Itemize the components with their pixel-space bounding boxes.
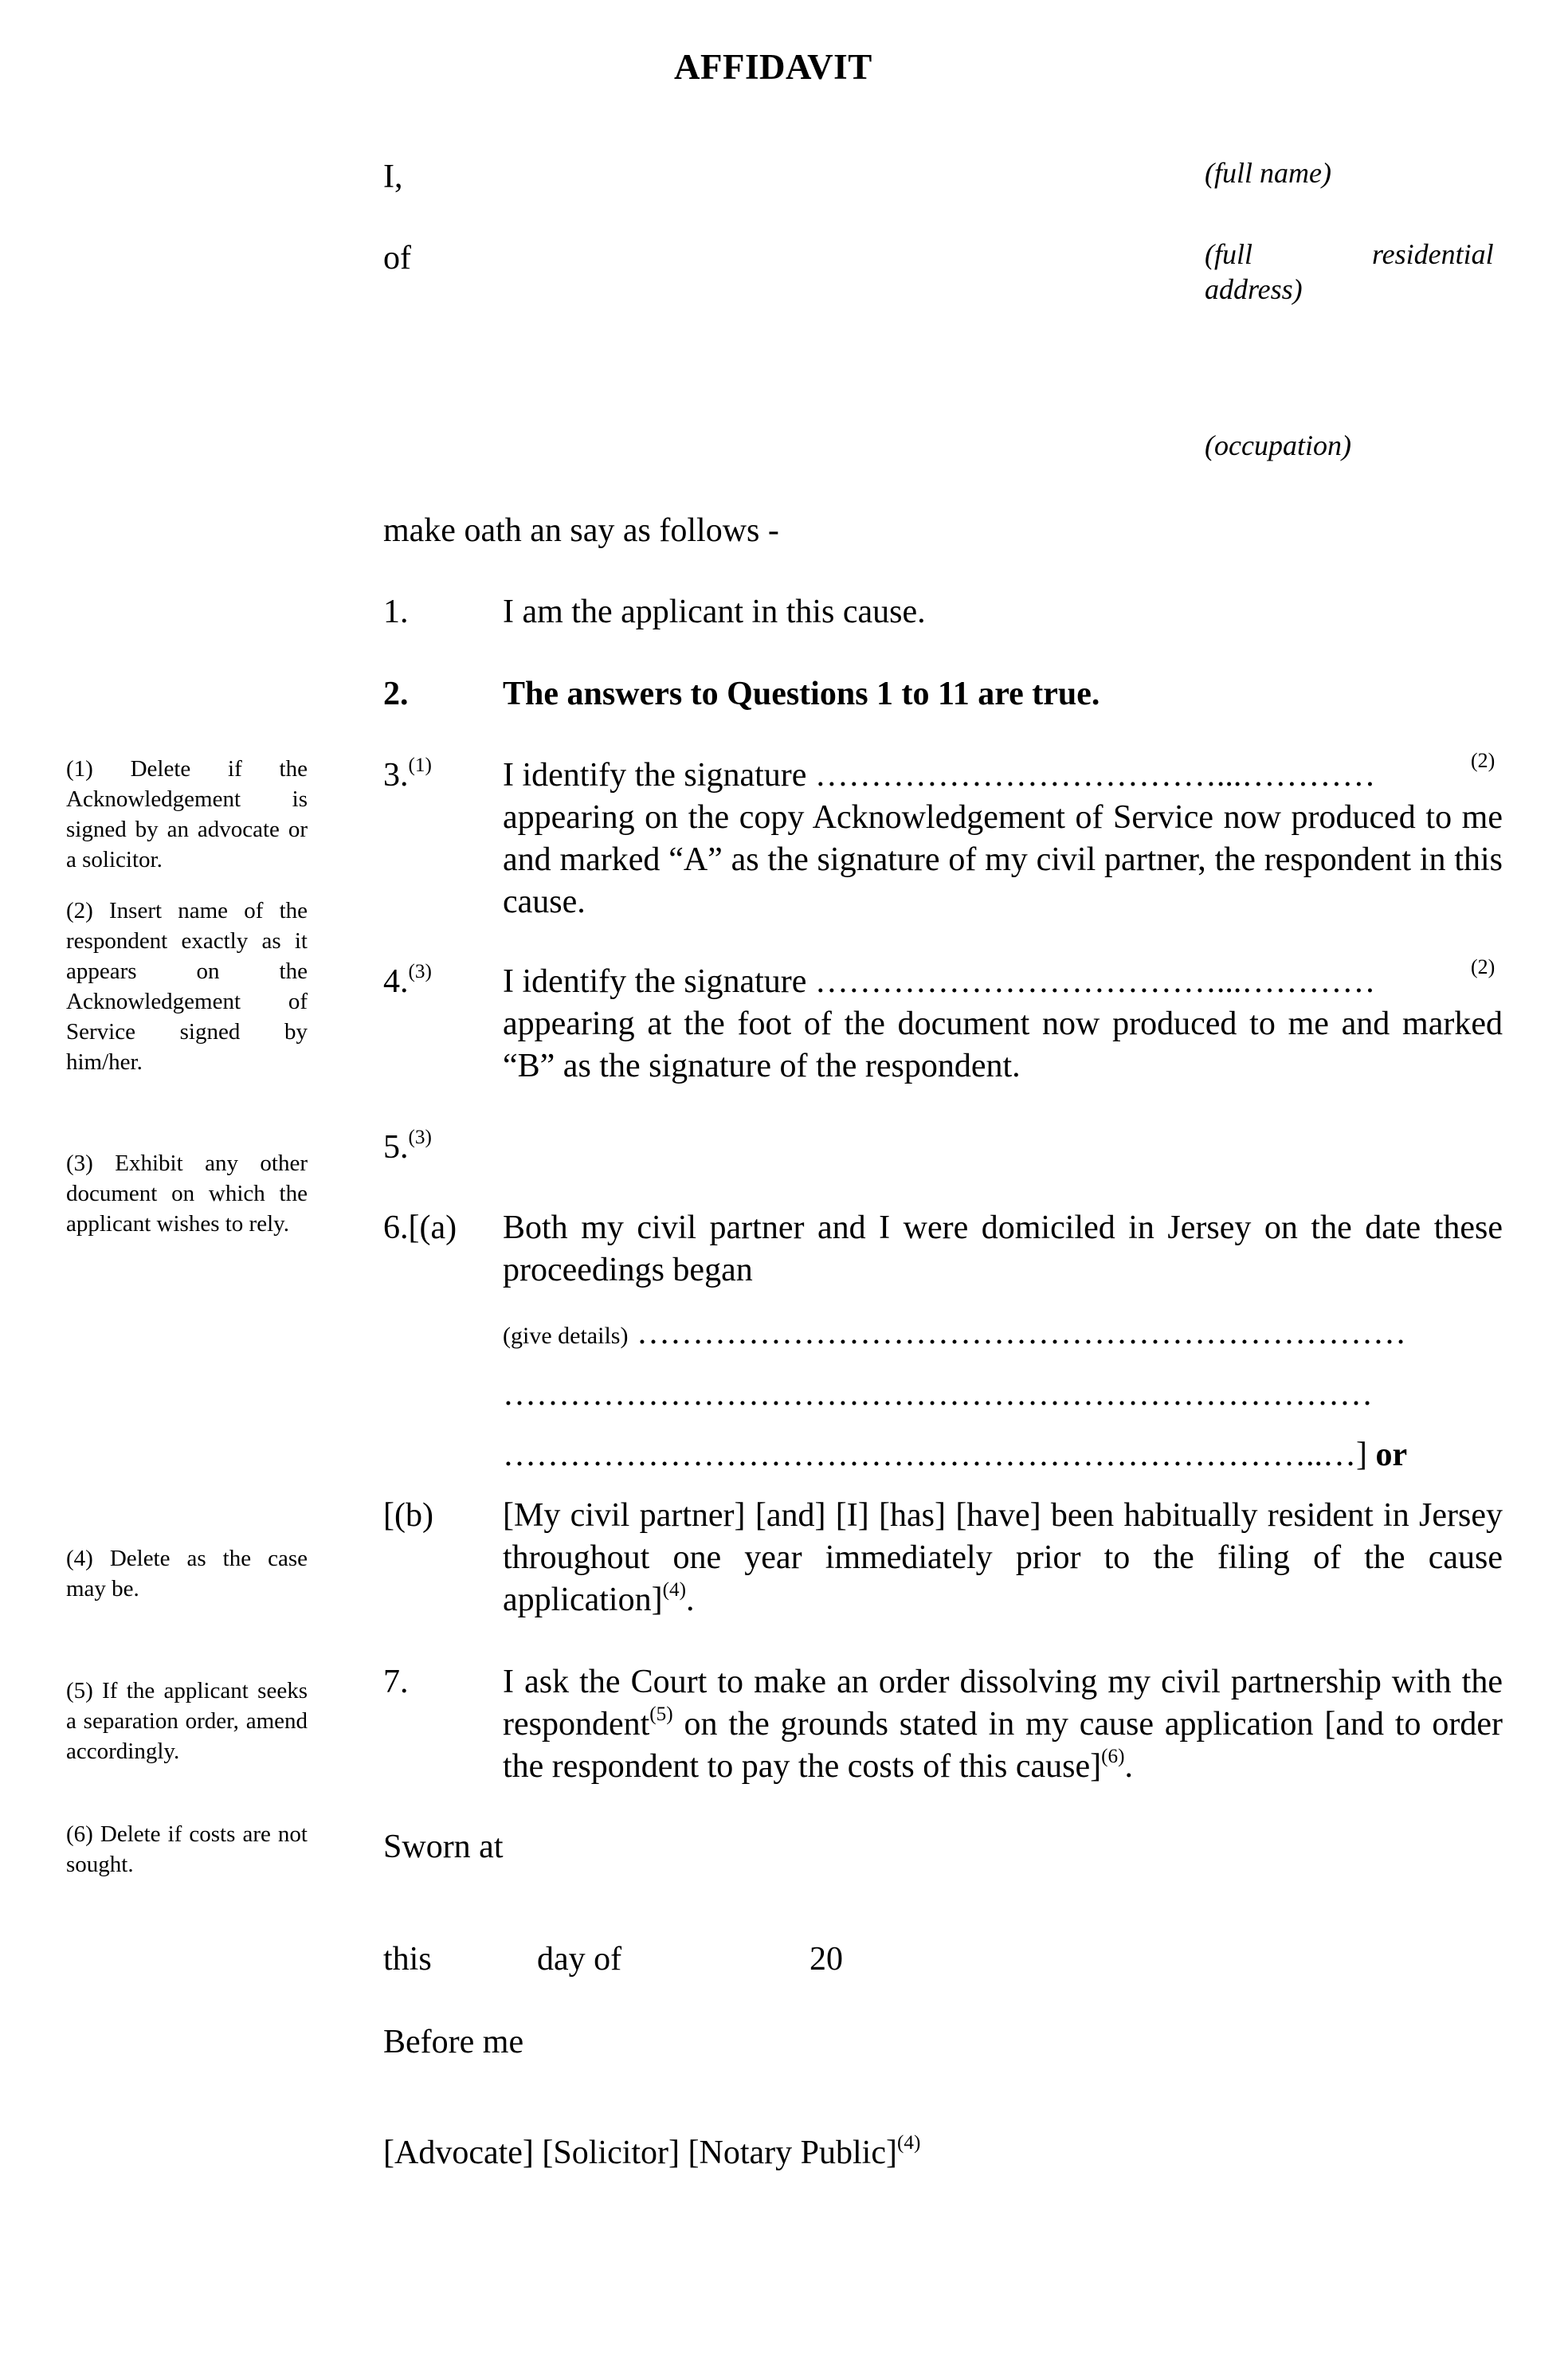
officer-line [383,2132,920,2174]
give-details-dots-3: ………………………………………………………………..…] [503,1437,1367,1473]
paragraph-4-ref2: (2) [1471,955,1495,978]
margin-note-4: (4) Delete as the case may be. [66,1546,308,1601]
paragraph-1-text: I am the applicant in this cause. [503,594,926,630]
give-details-dots-1: …………………………………………………………… [636,1315,1406,1351]
margin-note-3: (3) Exhibit any other document on which the applicant wishes to rely. [66,1151,308,1237]
paragraph-6a-text: Both my civil partner and I were domiciled in Jersey on the date these proceedings began [503,1209,1503,1288]
paragraph-5-ref: (3) [408,1126,432,1148]
paragraph-3-signature-line: I identify the signature ………………………………...………… [503,757,1376,794]
intro-text: make oath an say as follows - [383,512,779,549]
paragraph-4-signature-line: I identify the signature ………………………………...………… [503,963,1376,1000]
paragraph-6b-text-block [503,1495,1503,1621]
officer-ref: (4) [896,2131,921,2154]
paragraph-5-num: 5. [383,1129,409,1166]
margin-note-2: (2) Insert name of the respondent exactly as it appears on the Acknowledgement of Service signed by him/her. [66,898,308,1075]
paragraph-5-number [383,1127,432,1169]
paragraph-7-number: 7. [383,1664,409,1700]
full-name-hint: (full name) [1205,157,1331,189]
paragraph-6b-ref: (4) [662,1578,686,1601]
sworn-at-label: Sworn at [383,1829,504,1865]
paragraph-6a-number: 6.[(a) [383,1209,457,1246]
paragraph-2-number: 2. [383,676,409,712]
give-details-line-3 [503,1434,1407,1476]
give-details-label: (give details) [503,1323,629,1349]
paragraph-3-num: 3. [383,757,409,794]
paragraph-7-text-a: I ask the Court to make an order dissolving my civil partnership with the respondent [503,1664,1503,1743]
before-me-label: Before me [383,2024,524,2060]
officer-title: [Advocate] [Solicitor] [Notary Public] [383,2135,897,2171]
of-label: of [383,240,411,276]
i-label: I, [383,159,403,195]
full-address-hint-1: (full [1205,238,1252,270]
paragraph-7-text-block [503,1661,1503,1788]
document-title: AFFIDAVIT [674,47,872,87]
paragraph-3-text: appearing on the copy Acknowledgement of Service now produced to me and marked “A” as the signature of my civil partner, the respondent in this cause. [503,799,1503,920]
paragraph-4-number [383,961,432,1003]
paragraph-4-ref: (3) [408,960,432,982]
margin-note-5: (5) If the applicant seeks a separation order, amend accordingly. [66,1678,308,1764]
paragraph-2-text: The answers to Questions 1 to 11 are true. [503,676,1100,712]
day-of-label: day of [537,1941,622,1978]
paragraph-6b-end: . [685,1582,695,1618]
paragraph-7-text-b: on the grounds stated in my cause application [and to order the respondent to pay the costs of this cause] [503,1706,1503,1785]
paragraph-1-number: 1. [383,594,409,630]
paragraph-6b-text: [My civil partner] [and] [I] [has] [have] been habitually resident in Jersey throughout one year immediately prior to the filing of the cause application] [503,1497,1503,1618]
paragraph-4-num: 4. [383,963,409,1000]
occupation-hint: (occupation) [1205,429,1351,461]
paragraph-4-text: appearing at the foot of the document now produced to me and marked “B” as the signature of the respondent. [503,1006,1503,1084]
margin-note-6: (6) Delete if costs are not sought. [66,1821,308,1877]
paragraph-3-ref: (1) [408,754,432,776]
this-label: this [383,1941,432,1978]
paragraph-7-ref-a: (5) [649,1703,673,1725]
year-label: 20 [809,1941,843,1978]
paragraph-7-ref-b: (6) [1101,1745,1125,1767]
paragraph-3-ref2: (2) [1471,749,1495,772]
full-address-hint-3: address) [1205,273,1303,305]
paragraph-7-end: . [1124,1748,1134,1785]
paragraph-6b-number: [(b) [383,1497,433,1534]
full-address-hint-2: residential [1372,238,1494,270]
give-details-line [503,1312,1406,1357]
paragraph-3-number [383,755,432,797]
margin-note-1: (1) Delete if the Acknowledgement is signed by an advocate or a solicitor. [66,756,308,872]
or-connector: or [1375,1437,1408,1473]
give-details-dots-2: …………………………………………………………………… [503,1376,1373,1413]
